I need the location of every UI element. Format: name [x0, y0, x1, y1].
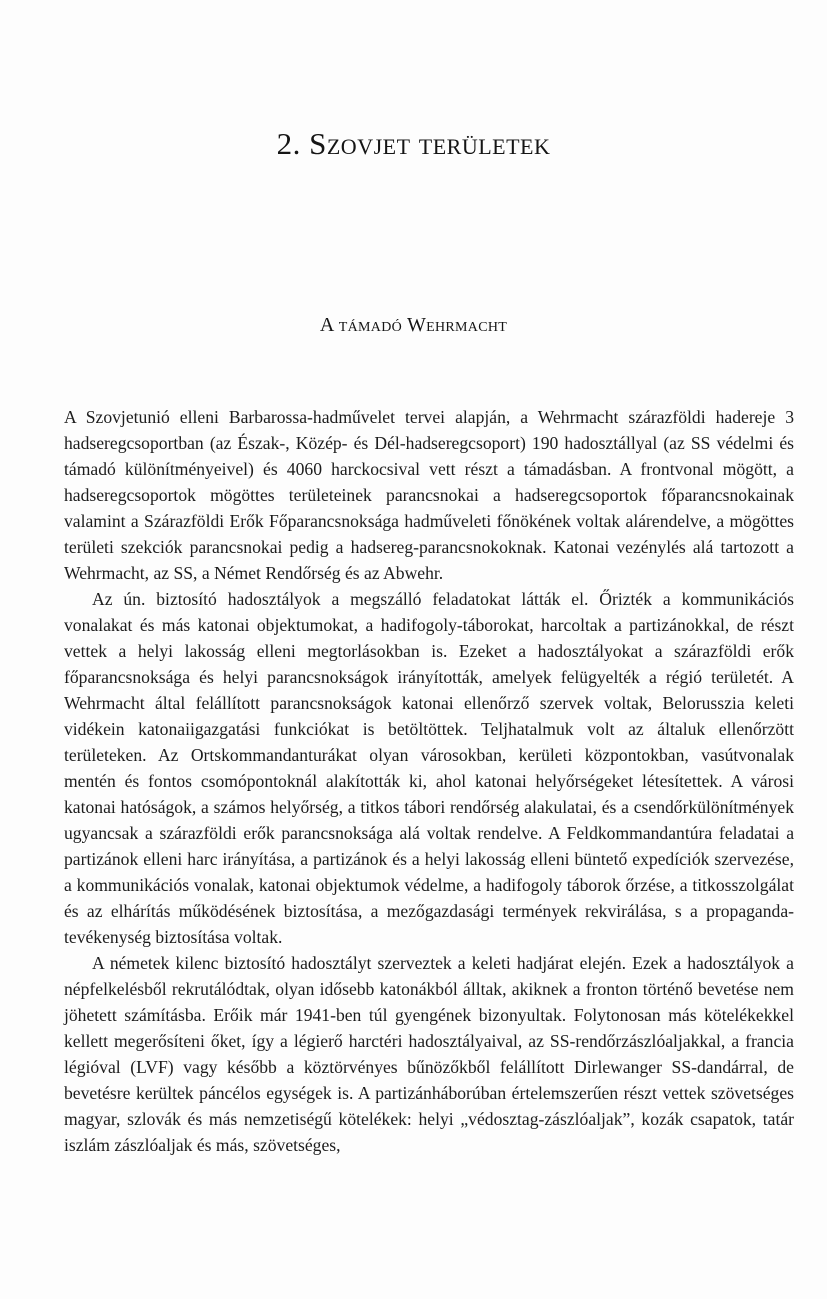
- paragraph-3: A németek kilenc biztosító hadosztályt szerveztek a keleti hadjárat elején. Ezek a hadosztályok a népfelkelésből rekrutálódtak, olyan idősebb katonákból álltak, akiknek a fronton történő bevetése nem jöhetett számításba. Erőik már 1941-ben túl gyengének bizonyultak. Folytonosan más kötelékekkel kellett megerősíteni őket, így a légierő harctéri hadosztályaival, az SS-rendőrzászlóaljakkal, a francia légióval (LVF) vagy később a köztörvényes bűnözőkből felállított Dirlewanger SS-dandárral, de bevetésre kerültek páncélos egységek is. A partizánháborúban értelemszerűen részt vettek szövetséges magyar, szlovák és más nemzetiségű kötelékek: helyi „védosztag-zászlóaljak”, kozák csapatok, tatár iszlám zászlóaljak és más, szövetséges,: [64, 953, 794, 1155]
- paragraph-2: Az ún. biztosító hadosztályok a megszálló feladatokat látták el. Őrizték a kommunikációs vonalakat és más katonai objektumokat, a hadifogoly-táborokat, harcoltak a partizánokkal, de részt vettek a helyi lakosság elleni megtorlásokban is. Ezeket a hadosztályokat a szárazföldi erők főparancsnoksága és helyi parancsnokságok irányították, amelyek felügyelték a régió területét. A Wehrmacht által felállított parancsnokságok katonai ellenőrző szervek voltak, Belorusszia keleti vidékein katonaiigazgatási funkciókat is betöltöttek. Teljhatalmuk volt az általuk ellenőrzött területeken. Az Ortskommandanturákat olyan városokban, kerületi központokban, vasútvonalak mentén és fontos csomópontoknál alakították ki, ahol katonai helyőrségeket létesítettek. A városi katonai hatóságok, a számos helyőrség, a titkos tábori rendőrség alakulatai, és a csendőrkülönítmények ugyancsak a szárazföldi erők parancsnoksága alá voltak rendelve. A Feldkommandantúra feladatai a partizánok elleni harc irányítása, a partizánok és a helyi lakosság elleni büntető expedíciók szervezése, a kommunikációs vonalak, katonai objektumok védelme, a hadifogoly táborok őrzése, a titkosszolgálat és az elhárítás működésének biztosítása, a mezőgazdasági termények rekvirálása, s a propaganda-tevékenység biztosítása voltak.: [64, 589, 794, 947]
- chapter-title: 2. Szovjet területek: [276, 126, 551, 161]
- section-title: A támadó Wehrmacht: [319, 314, 508, 336]
- paragraph-1: A Szovjetunió elleni Barbarossa-hadművelet tervei alapján, a Wehrmacht szárazföldi hadereje 3 hadseregcsoportban (az Észak-, Közép- és Dél-hadseregcsoport) 190 hadosztállyal (az SS védelmi és támadó különítményeivel) és 4060 harckocsival vett részt a támadásban. A frontvonal mögött, a hadseregcsoportok mögöttes területeinek parancsnokai a hadseregcsoportok főparancsnokainak valamint a Szárazföldi Erők Főparancsnoksága hadműveleti főnökének voltak alárendelve, a mögöttes területi szekciók parancsnokai pedig a hadsereg-parancsnokoknak. Katonai vezénylés alá tartozott a Wehrmacht, az SS, a Német Rendőrség és az Abwehr.: [64, 407, 794, 583]
- body-text: [64, 404, 794, 1158]
